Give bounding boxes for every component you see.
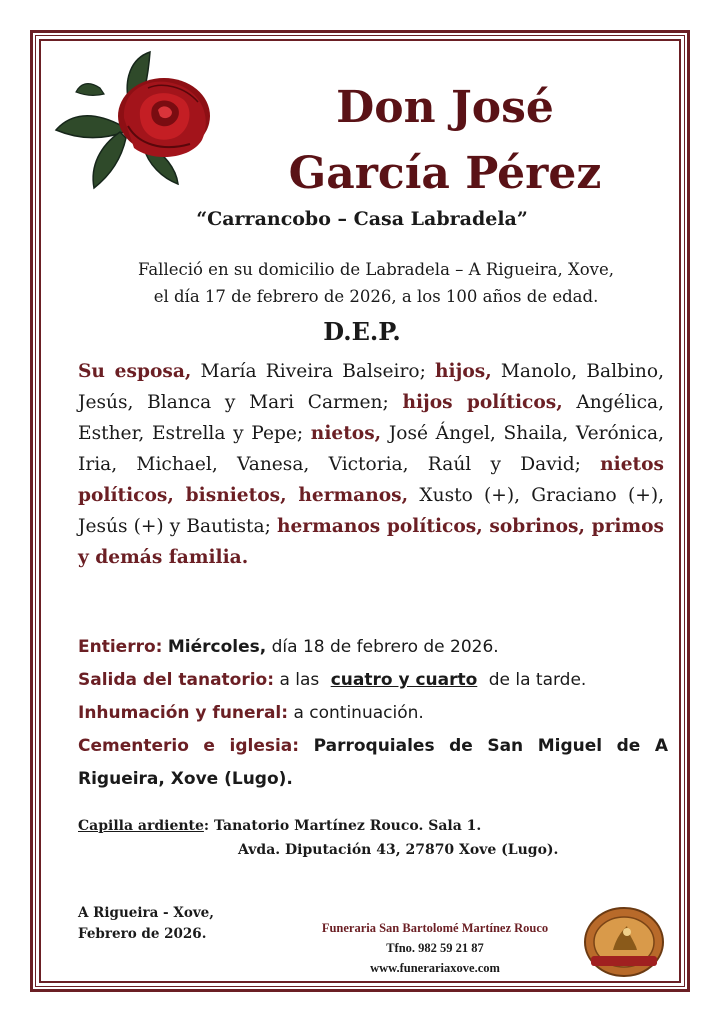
capilla-location: : Tanatorio Martínez Rouco. Sala 1. [203, 818, 482, 834]
entierro-row [78, 631, 668, 664]
salida-pre: a las [274, 670, 325, 690]
salida-time: cuatro y cuarto [330, 670, 478, 690]
family-label: hermanos políticos, sobrinos, primos y demás familia. [78, 516, 664, 568]
funeral-home-phone: Tfno. 982 59 21 87 [386, 941, 484, 955]
family-text: Manolo, Balbino, Jesús, Blanca y Mari Carmen; [78, 361, 664, 413]
family-text: Angélica, Esther, Estrella y Pepe; [78, 392, 664, 444]
family-label: nietos políticos, bisnietos, hermanos, [78, 454, 664, 506]
house-nickname: “Carrancobo – Casa Labradela” [196, 208, 528, 230]
inhumacion-row [78, 697, 668, 730]
funeral-home-logo [583, 906, 665, 978]
funeral-home-website: www.funerariaxove.com [370, 961, 500, 975]
salida-post: de la tarde. [483, 670, 587, 690]
cementerio-label: Cementerio e iglesia: [78, 736, 300, 756]
inhumacion-label: Inhumación y funeral: [78, 703, 289, 723]
entierro-date: día 18 de febrero de 2026. [266, 637, 499, 657]
family-paragraph [78, 356, 664, 573]
cementerio-row [78, 730, 668, 796]
rose-icon [52, 48, 222, 196]
funeral-details [78, 631, 668, 796]
family-label: Su esposa, [78, 361, 192, 382]
place-line: A Rigueira - Xove, [78, 905, 214, 921]
death-line-1: Falleció en su domicilio de Labradela – A Rigueira, Xove, [138, 260, 614, 279]
entierro-day: Miércoles, [167, 637, 267, 657]
deceased-name-line1: Don José [336, 82, 554, 133]
capilla-ardiente [78, 814, 678, 862]
deceased-name-line2: García Pérez [288, 148, 602, 199]
family-label: nietos, [310, 423, 382, 444]
family-text: María Riveira Balseiro; [191, 361, 436, 382]
date-line: Febrero de 2026. [78, 926, 207, 942]
family-text: Xusto (+), Graciano (+), Jesús (+) y Bautista; [78, 485, 664, 537]
capilla-address: Avda. Diputación 43, 27870 Xove (Lugo). [238, 842, 559, 858]
funeral-home-info [300, 918, 570, 978]
family-text: José Ángel, Shaila, Verónica, Iria, Michael, Vanesa, Victoria, Raúl y David; [78, 423, 664, 475]
capilla-line-1 [78, 814, 678, 838]
funeral-home-name: Funeraria San Bartolomé Martínez Rouco [321, 921, 549, 935]
inhumacion-text: a continuación. [288, 703, 424, 723]
salida-label: Salida del tanatorio: [78, 670, 275, 690]
family-label: hijos políticos, [402, 392, 563, 413]
capilla-label: Capilla ardiente [78, 818, 204, 834]
place-date [78, 903, 214, 945]
cementerio-text: Parroquiales de San Miguel de A Rigueira, Xove (Lugo). [78, 736, 668, 789]
family-label: hijos, [435, 361, 492, 382]
salida-row [78, 664, 668, 697]
dep-heading: D.E.P. [323, 317, 401, 346]
entierro-label: Entierro: [78, 637, 163, 657]
death-line-2: el día 17 de febrero de 2026, a los 100 años de edad. [153, 287, 599, 306]
death-notice [96, 256, 656, 310]
